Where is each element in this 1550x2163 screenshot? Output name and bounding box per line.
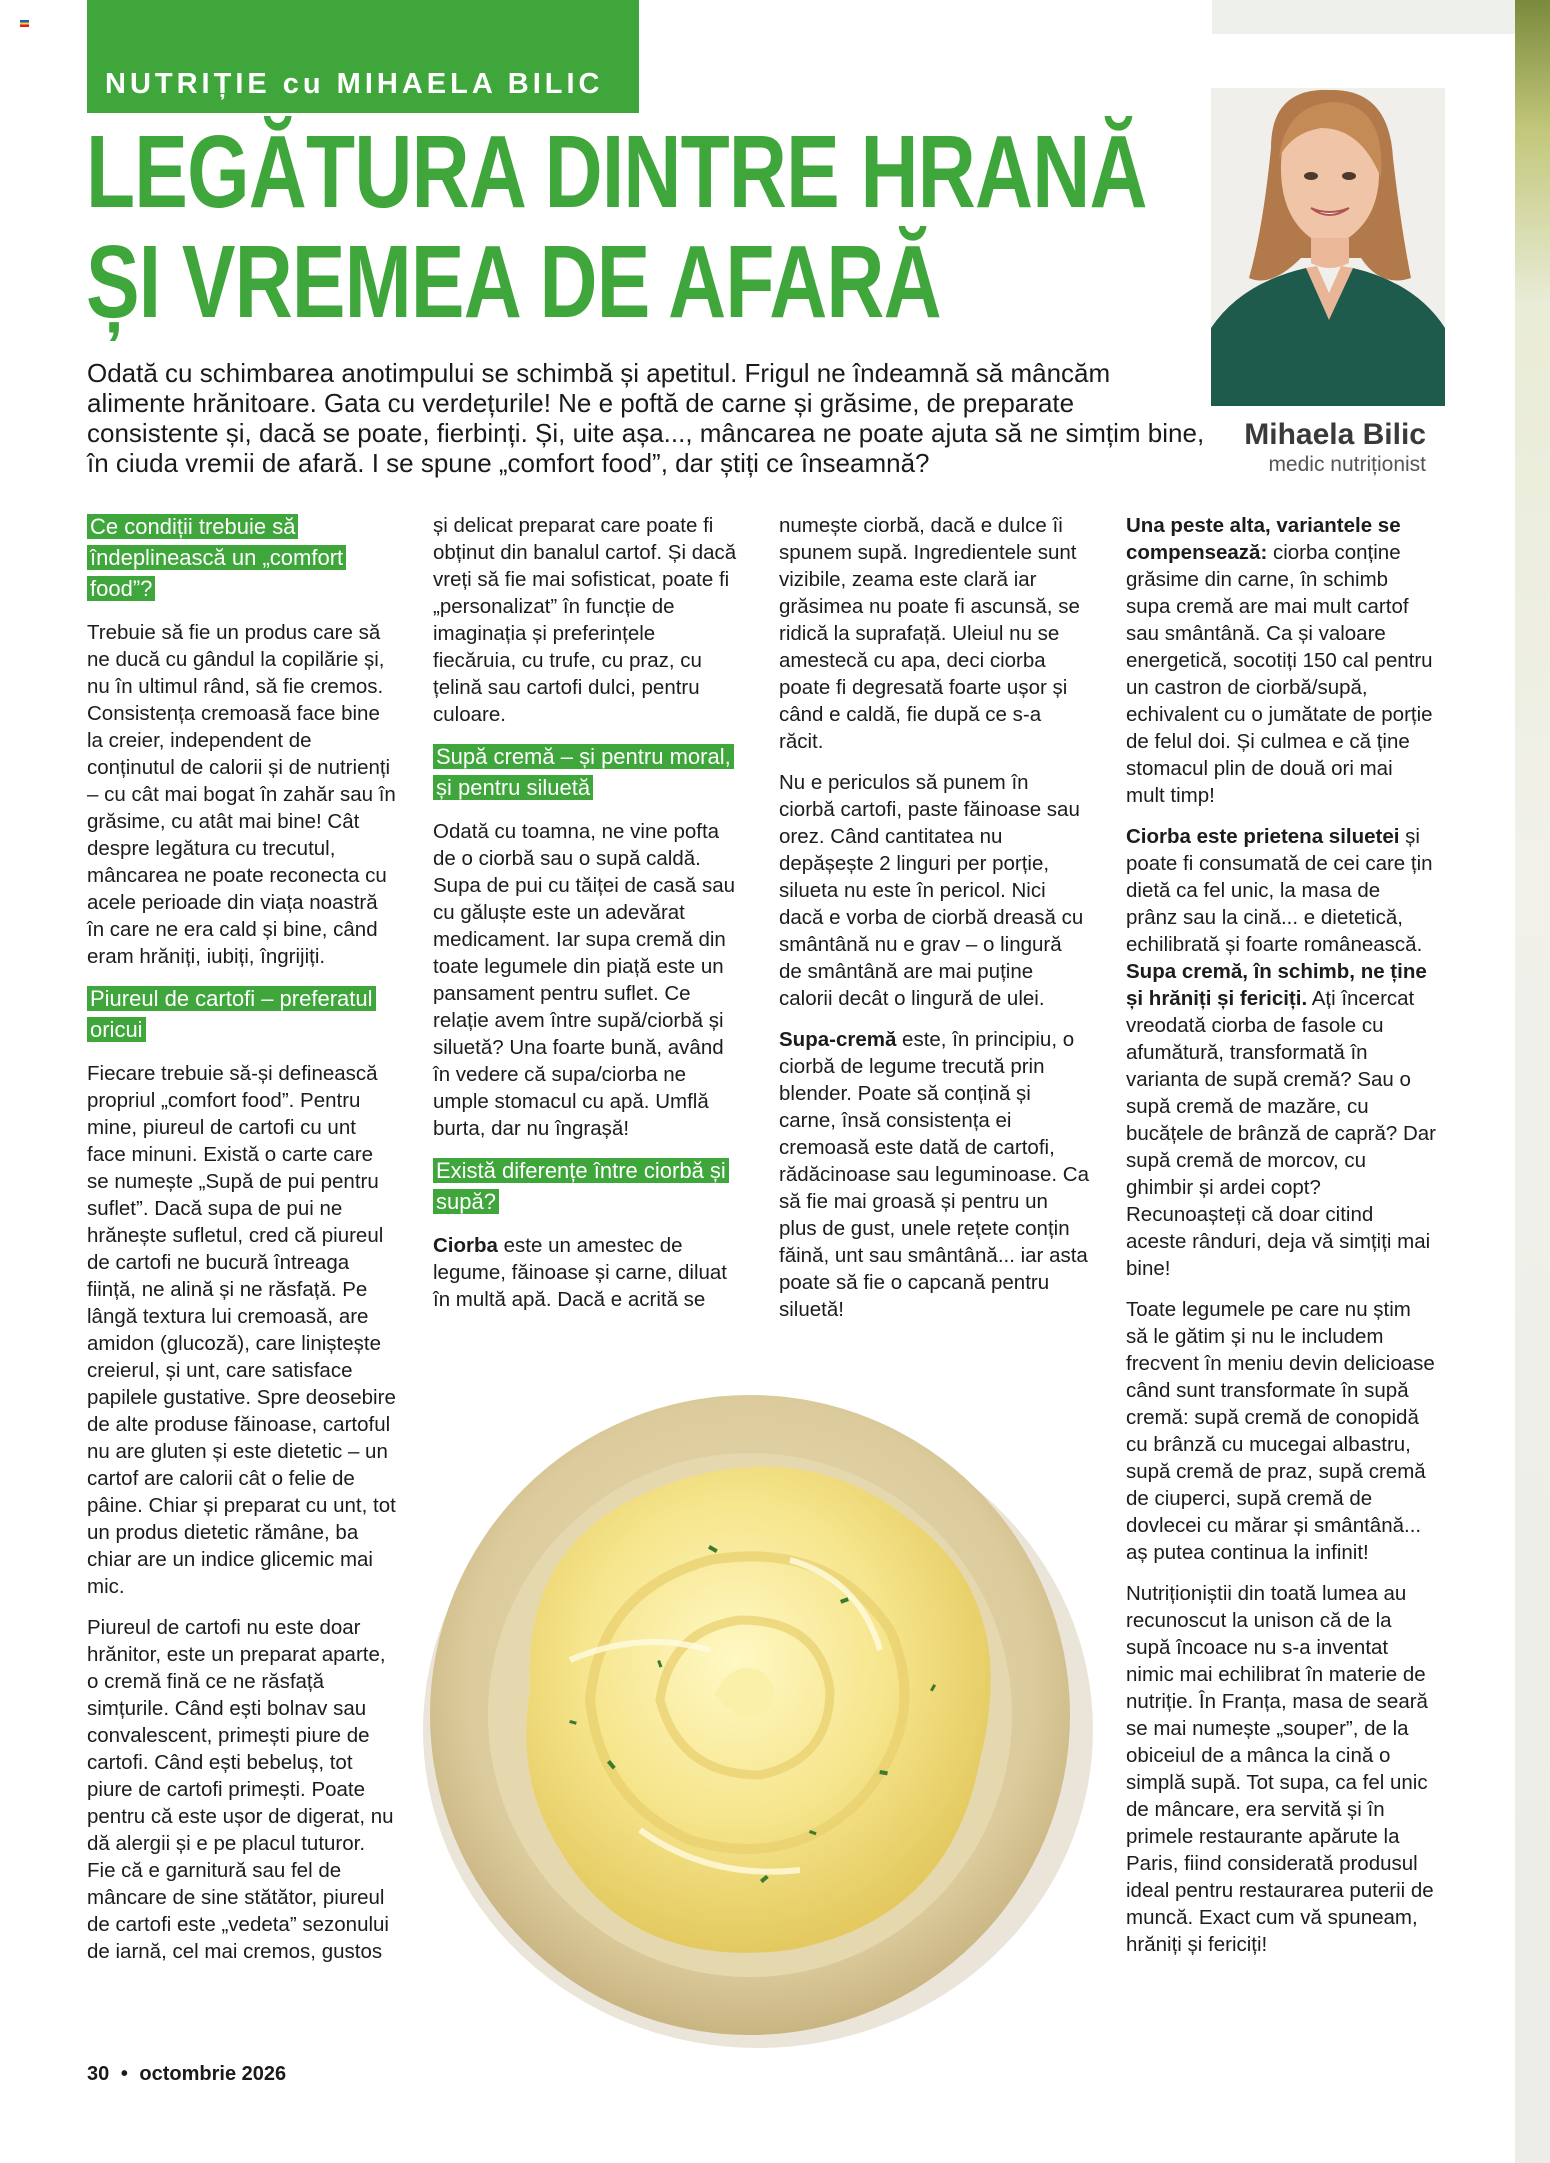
paragraph (779, 1026, 1089, 1323)
author-role: medic nutriționist (1268, 453, 1426, 476)
paragraph: și delicat preparat care poate fi obținut din banalul cartof. Și dacă vreți să fie mai sofisticat, poate fi „personalizat” în funcție de imaginația și preferințele fiecăruia, cu trufe, cu praz, cu țelină sau cartofi dulci, pentru culoare. (433, 514, 737, 726)
issue-date: octombrie 2026 (139, 2063, 287, 2085)
article-column-2 (433, 512, 743, 1327)
bold-term: Una peste alta, variantele se compensează: (1126, 514, 1401, 564)
paragraph-text: și poate fi consumată de cei care țin dietă ca fel unic, la masa de prânz sau la cină... e dietetică, echilibrată și foarte românească. (1126, 825, 1433, 956)
article-column-3 (779, 512, 1089, 1337)
section-kicker: NUTRIȚIE cu MIHAELA BILIC (105, 68, 604, 100)
subheading: Există diferențe între ciorbă și supă? (433, 1158, 729, 1214)
article-column-1 (87, 512, 397, 1979)
mashed-potato-plate-illustration (410, 1360, 1110, 2060)
paragraph-text: este, în principiu, o ciorbă de legume trecută prin blender. Poate să conțină și carne, însă consistența ei cremoasă este dată de cartofi, rădăcinoase sau leguminoase. Ca să fie mai groasă și pentru un plus de gust, unele rețete conțin făină, unt sau smântână... iar asta poate să fie o capcană pentru siluetă! (779, 1028, 1089, 1321)
paragraph-text: Ați încercat vreodată ciorba de fasole cu afumătură, transformată în varianta de supă cremă? Sau o supă cremă de mazăre, cu bucățele de brânză de capră? Dar supă cremă de morcov, cu ghimbir și ardei copt? Recunoașteți că doar citind aceste rânduri, deja vă simțiți mai bine! (1126, 987, 1436, 1280)
article-column-4 (1126, 512, 1436, 1972)
page-footer (87, 2063, 286, 2086)
bold-term: Ciorba (433, 1234, 498, 1257)
author-name: Mihaela Bilic (1244, 418, 1426, 451)
paragraph: Fiecare trebuie să-și definească propriul „comfort food”. Pentru mine, piureul de cartofi cu unt face minuni. Există o carte care se numește „Supă de pui pentru suflet”. Dacă supa de pui ne hrănește sufletul, cred că piureul de cartofi ne bucură întreaga ființă, ne alină și ne răsfață. Pe lângă textura lui cremoasă, are amidon (glucoză), care liniștește creierul, și unt, care satisface papilele gustative. Spre deosebire de alte produse făinoase, cartoful nu are gluten și este dietetic – un cartof are calorii cât o felie de pâine. Chiar și preparat cu unt, tot un produs dietetic rămâne, ba chiar are un indice glicemic mai mic. (87, 1062, 396, 1598)
flag-mark-icon (20, 20, 29, 27)
paragraph (1126, 823, 1436, 1282)
paragraph-text: este un amestec de legume, făinoase și carne, diluat în multă apă. Dacă e acrită se (433, 1234, 728, 1311)
paragraph-text: ciorba conține grăsime din carne, în schimb supa cremă are mai mult cartof sau smântână. Ca și valoare energetică, socotiți 150 cal pentru un castron de ciorbă/supă, echivalent cu o jumătate de porție de felul doi. Și culmea e că ține stomacul plin de două ori mai mult timp! (1126, 541, 1433, 807)
author-portrait-illustration (1211, 88, 1445, 406)
title-line-2: ȘI VREMEA DE AFARĂ (86, 224, 941, 339)
title-line-1: LEGĂTURA DINTRE HRANĂ (86, 114, 1147, 229)
bold-term: Supa-cremă (779, 1028, 897, 1051)
paragraph: Toate legumele pe care nu știm să le gătim și nu le includem frecvent în meniu devin delicioase când sunt transformate în supă cremă: supă cremă de conopidă cu brânză cu mucegai albastru, supă cremă de praz, supă cremă de ciuperci, supă cremă de dovlecei cu mărar și smântână... aș putea continua la infinit! (1126, 1298, 1435, 1564)
paragraph: Odată cu toamna, ne vine pofta de o ciorbă sau o supă caldă. Supa de pui cu tăiței de casă sau cu găluște este un adevărat medicament. Iar supa cremă din toate legumele din piață este un pansament pentru suflet. Ce relație avem între supă/ciorbă și siluetă? Una foarte bună, având în vedere că supa/ciorba ne umple stomacul cu apă. Umflă burta, dar nu îngrașă! (433, 820, 736, 1140)
article-title (86, 114, 1147, 339)
subheading: Ce condiții trebuie să îndeplinească un „comfort food”? (87, 514, 346, 601)
bold-term: Supa cremă, în schimb, ne ține și hrăniți și fericiți. (1126, 960, 1427, 1010)
adjacent-page-edge (1515, 0, 1550, 2163)
article-lead: Odată cu schimbarea anotimpului se schimbă și apetitul. Frigul ne îndeamnă să mâncăm alimente hrănitoare. Gata cu verdețurile! Ne e poftă de carne și grăsime, de preparate consistente și, dacă se poate, fierbinți. Și, uite așa..., mâncarea ne poate ajuta să ne simțim bine, în ciuda vremii de afară. I se spune „comfort food”, dar știți ce înseamnă? (87, 358, 1205, 478)
subheading: Piureul de cartofi – preferatul oricui (87, 986, 376, 1042)
paragraph: Nutriționiștii din toată lumea au recunoscut la unison că de la supă încoace nu s-a inventat nimic mai echilibrat în materie de nutriție. În Franța, masa de seară se mai numește „souper”, de la obiceiul de a mânca la cină o simplă supă. Tot supa, ca fel unic de mâncare, era servită și în primele restaurante apărute la Paris, fiind considerată produsul ideal pentru restaurarea puterii de muncă. Exact cum vă spuneam, hrăniți și fericiți! (1126, 1582, 1434, 1956)
author-portrait (1211, 88, 1445, 406)
paragraph: numește ciorbă, dacă e dulce îi spunem supă. Ingredientele sunt vizibile, zeama este clară iar grăsimea nu poate fi ascunsă, se ridică la suprafață. Uleiul nu se amestecă cu apa, deci ciorba poate fi degresată foarte ușor și când e caldă, fie după ce s-a răcit. (779, 514, 1080, 753)
bold-term: Ciorba este prietena siluetei (1126, 825, 1400, 848)
footer-separator: • (120, 2063, 128, 2085)
page-number: 30 (87, 2063, 110, 2085)
top-background-band (1212, 0, 1515, 34)
paragraph: Nu e periculos să punem în ciorbă cartofi, paste făinoase sau orez. Când cantitatea nu depășește 2 linguri per porție, silueta nu este în pericol. Nici dacă e vorba de ciorbă dreasă cu smântână nu e grav – o lingură de smântână are mai puține calorii decât o lingură de ulei. (779, 771, 1084, 1010)
paragraph: Trebuie să fie un produs care să ne ducă cu gândul la copilărie și, nu în ultimul rând, să fie cremos. Consistența cremoasă face bine la creier, independent de conținutul de calorii și de nutrienți – cu cât mai bogat în zahăr sau în grăsime, cu atât mai bine! Cât despre legătura cu trecutul, mâncarea ne poate reconecta cu acele perioade din viața noastră în care ne era cald și bine, când eram hrăniți, iubiți, îngrijiți. (87, 621, 396, 968)
paragraph (433, 1232, 743, 1313)
paragraph: Piureul de cartofi nu este doar hrănitor, este un preparat aparte, o cremă fină ce ne răsfață simțurile. Când ești bolnav sau convalescent, primești piure de cartofi. Când ești bebeluș, tot piure de cartofi primești. Poate pentru că este ușor de digerat, nu dă alergii și e pe placul tuturor. Fie că e garnitură sau fel de mâncare de sine stătător, piureul de cartofi este „vedeta” sezonului de iarnă, cel mai cremos, gustos (87, 1616, 394, 1963)
subheading: Supă cremă – și pentru moral, și pentru siluetă (433, 744, 734, 800)
paragraph (1126, 512, 1436, 809)
mashed-potato-photo (410, 1360, 1110, 2060)
